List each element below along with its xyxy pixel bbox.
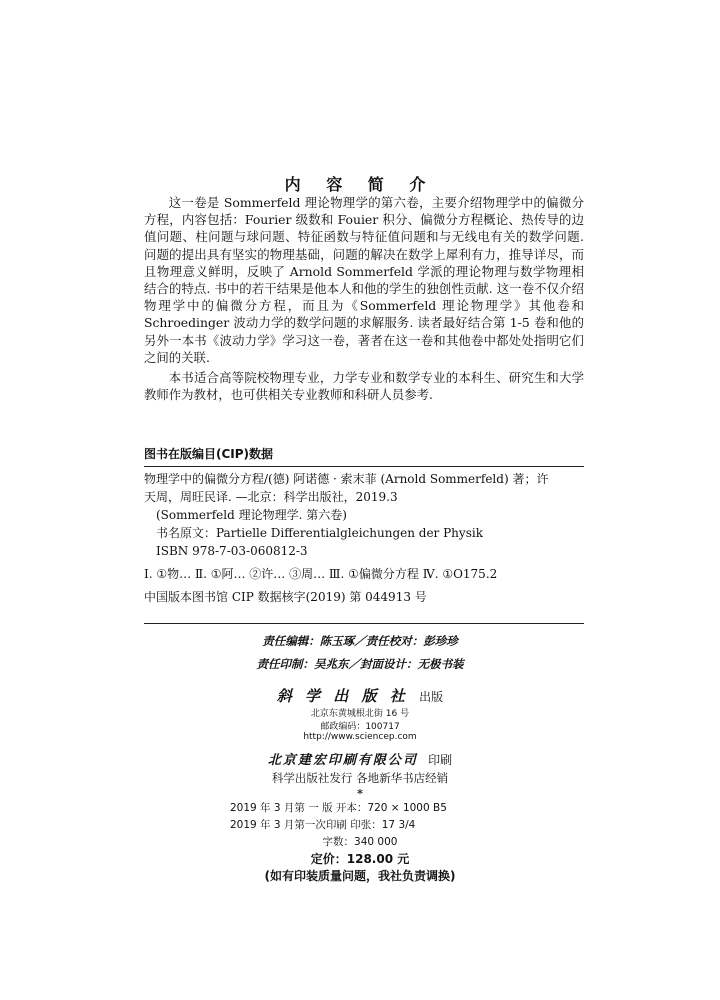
production-credits: 责任印制：吴兆东／封面设计：无极书装 (256, 657, 464, 671)
synopsis-paragraph-1: 这一卷是 Sommerfeld 理论物理学的第六卷，主要介绍物理学中的偏微分方程，内容包括：Fourier 级数和 Fouier 积分、偏微分方程概论、热传导的边值问题、柱问题与球问题、特征函数与特征值问题和与无线电有关的数学问题. 问题的提出具有坚实的物理基础，问题的解决在数学上犀利有力，推导详尽，而且物理意义鲜明，反映了 Arnold Sommerfeld 学派的理论物理与数学物理相结合的特点. 书中的若干结果是他本人和他的学生的独创性贡献. 这一卷不仅介绍物理学中的偏微分方程，而且为《Sommerfeld 理论物理学》其他卷和 Schroedinger 波动力学的数学问题的求解服务. 读者最好结合第 1-5 卷和他的另外一本书《波动力学》学习这一卷，著者在这一卷和其他卷中都处处指明它们之间的关联. (144, 195, 584, 365)
editor-credits: 责任编辑：陈玉琢／责任校对：彭珍珍 (262, 634, 458, 648)
cip-heading: 图书在版编目(CIP)数据 (144, 447, 274, 461)
edition-line-1: 2019 年 3 月第 一 版 开本：720 × 1000 B5 (230, 802, 447, 814)
publisher-line (0, 685, 720, 706)
cip-line-series: (Sommerfeld 理论物理学. 第六卷) (156, 508, 347, 522)
cip-block (144, 470, 584, 606)
cip-line-isbn: ISBN 978-7-03-060812-3 (156, 544, 308, 558)
price: 定价：128.00 元 (310, 852, 410, 866)
synopsis-title: 内 容 简 介 (284, 175, 436, 194)
separator-star: * (357, 787, 363, 800)
quality-notice: (如有印装质量问题，我社负责调换) (264, 869, 456, 883)
printer-suffix: 印刷 (428, 753, 453, 767)
publisher-name: 斜 学 出 版 社 (276, 687, 409, 705)
cip-line-translator: 天周，周旺民译. —北京：科学出版社，2019.3 (144, 490, 398, 504)
publisher-website: http://www.sciencep.com (303, 732, 417, 742)
edition-line-2: 2019 年 3 月第一次印刷 印张：17 3/4 (230, 819, 416, 831)
cip-line-record-number: 中国版本图书馆 CIP 数据核字(2019) 第 044913 号 (144, 590, 427, 604)
publisher-address: 北京东黄城根北街 16 号 (310, 709, 410, 719)
cip-line-classification: Ⅰ. ①物… Ⅱ. ①阿… ②许… ③周… Ⅲ. ①偏微分方程 Ⅳ. ①O175.2 (144, 567, 498, 581)
printer-line (0, 749, 720, 768)
synopsis-paragraph-2: 本书适合高等院校物理专业，力学专业和数学专业的本科生、研究生和大学教师作为教材，也可供相关专业教师和科研人员参考. (144, 370, 584, 403)
cip-line-author: 物理学中的偏微分方程/(德) 阿诺德 · 索末菲 (Arnold Sommerfeld) 著；许 (144, 472, 549, 486)
cip-line-original-title: 书名原文：Partielle Differentialgleichungen der Physik (156, 526, 483, 540)
word-count: 字数：340 000 (322, 836, 398, 848)
publisher-suffix: 出版 (419, 690, 444, 704)
cip-top-rule (144, 466, 584, 467)
cip-bottom-rule (144, 623, 584, 624)
distribution-line: 科学出版社发行 各地新华书店经销 (271, 771, 449, 785)
printer-name: 北京建宏印刷有限公司 (267, 753, 418, 768)
synopsis-text (144, 194, 584, 403)
publisher-postcode: 邮政编码：100717 (320, 722, 400, 732)
